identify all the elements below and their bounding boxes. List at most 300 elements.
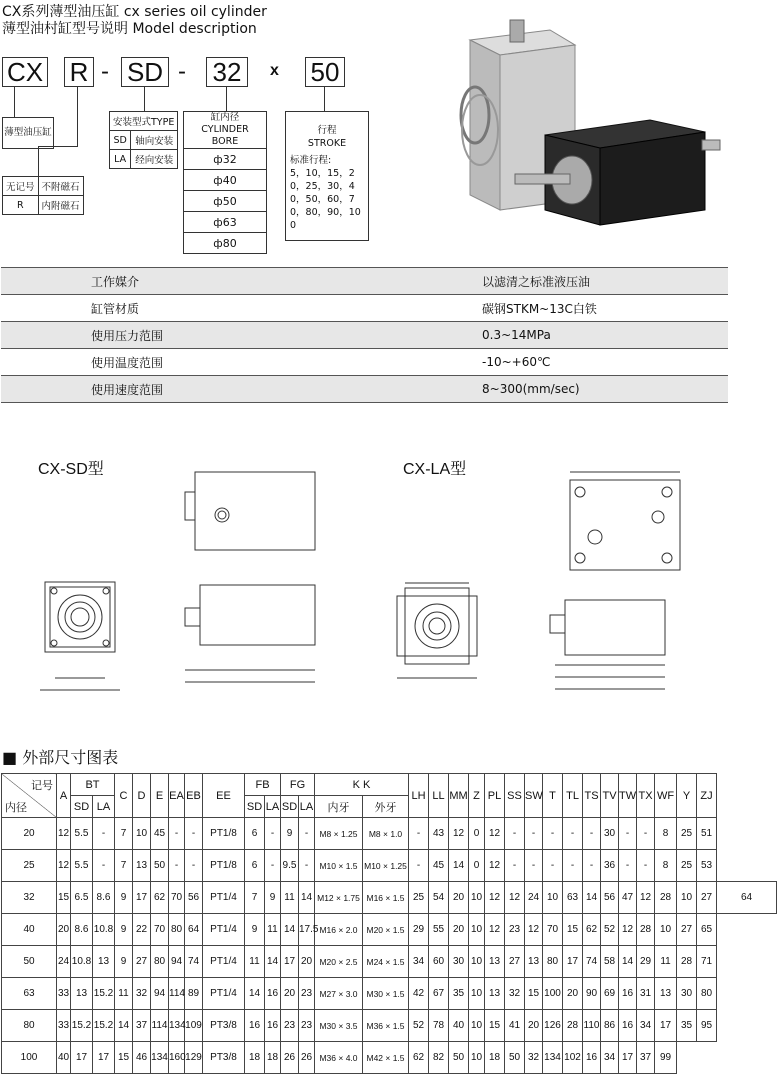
table-cell: - bbox=[563, 850, 583, 882]
table-row bbox=[2, 1010, 777, 1042]
table-cell: 22 bbox=[133, 914, 151, 946]
table-cell: 45 bbox=[151, 818, 169, 850]
table-cell: 12 bbox=[485, 818, 505, 850]
mount-header: 安装型式TYPE bbox=[110, 112, 178, 131]
header-cell: TL bbox=[563, 774, 583, 818]
table-cell: M16 × 2.0 bbox=[315, 914, 363, 946]
header-id-top: 记号 bbox=[31, 779, 53, 792]
cylinder-black bbox=[515, 120, 720, 225]
subheader-cell: LA bbox=[93, 796, 115, 818]
table-cell: 5.5 bbox=[71, 818, 93, 850]
table-cell: 20 bbox=[525, 1010, 543, 1042]
spec-value: 0.3~14MPa bbox=[342, 322, 728, 349]
table-cell: 46 bbox=[133, 1042, 151, 1074]
table-cell: PT1/4 bbox=[203, 946, 245, 978]
table-cell: M8 × 1.0 bbox=[363, 818, 409, 850]
table-cell: - bbox=[619, 850, 637, 882]
table-cell: 17 bbox=[563, 946, 583, 978]
table-row bbox=[2, 882, 777, 914]
table-cell: 50 bbox=[151, 850, 169, 882]
table-cell: 17 bbox=[619, 1042, 637, 1074]
spec-value: 以滤清之标准液压油 bbox=[342, 268, 728, 295]
mount-code: LA bbox=[110, 150, 131, 169]
table-cell: 9.5 bbox=[281, 850, 299, 882]
header-cell: MM bbox=[449, 774, 469, 818]
spec-row bbox=[1, 322, 728, 349]
table-cell: 52 bbox=[409, 1010, 429, 1042]
header-cell: TS bbox=[583, 774, 601, 818]
header-cell: E bbox=[151, 774, 169, 818]
table-cell: 100 bbox=[2, 1042, 57, 1074]
table-cell: 10 bbox=[469, 914, 485, 946]
table-cell: 10 bbox=[543, 882, 563, 914]
header-cell: Y bbox=[677, 774, 697, 818]
drawing-title-la: CX-LA型 bbox=[403, 461, 467, 478]
table-cell: 24 bbox=[57, 946, 71, 978]
table-cell: 41 bbox=[505, 1010, 525, 1042]
table-cell: 12 bbox=[637, 882, 655, 914]
header-cell: T bbox=[543, 774, 563, 818]
bore-header-cn: 缸内径 bbox=[210, 112, 240, 123]
bore-value: ф40 bbox=[184, 170, 267, 191]
table-cell: 90 bbox=[583, 978, 601, 1010]
table-cell: 9 bbox=[265, 882, 281, 914]
table-cell: 56 bbox=[185, 882, 203, 914]
table-cell: 6 bbox=[245, 850, 265, 882]
table-cell: 17 bbox=[655, 1010, 677, 1042]
table-cell: M10 × 1.5 bbox=[315, 850, 363, 882]
subheader-cell: LA bbox=[265, 796, 281, 818]
table-cell: 10 bbox=[469, 882, 485, 914]
table-cell: - bbox=[265, 818, 281, 850]
magnet-code: 无记号 bbox=[3, 177, 39, 196]
subheader-cell: LA bbox=[299, 796, 315, 818]
header-cell: Z bbox=[469, 774, 485, 818]
mount-table bbox=[109, 111, 178, 169]
table-cell: 114 bbox=[169, 978, 185, 1010]
spec-key: 使用温度范围 bbox=[1, 349, 342, 376]
magnet-desc: 不附磁石 bbox=[38, 177, 83, 196]
table-cell: - bbox=[583, 850, 601, 882]
table-cell: 51 bbox=[697, 818, 717, 850]
table-cell: 134 bbox=[151, 1042, 169, 1074]
table-cell: 12 bbox=[485, 882, 505, 914]
table-cell: 27 bbox=[677, 914, 697, 946]
table-cell: 42 bbox=[409, 978, 429, 1010]
table-cell: 16 bbox=[583, 1042, 601, 1074]
header-cell: TV bbox=[601, 774, 619, 818]
spec-key: 使用速度范围 bbox=[1, 376, 342, 403]
table-cell: 12 bbox=[57, 818, 71, 850]
spec-value: -10~+60℃ bbox=[342, 349, 728, 376]
table-cell: 13 bbox=[655, 978, 677, 1010]
table-cell: 28 bbox=[637, 914, 655, 946]
table-cell: 12 bbox=[485, 914, 505, 946]
stroke-header-cn: 行程 bbox=[317, 125, 337, 136]
table-cell: 10.8 bbox=[93, 914, 115, 946]
table-cell: 32 bbox=[525, 1042, 543, 1074]
table-cell: 7 bbox=[245, 882, 265, 914]
dimension-table bbox=[1, 773, 777, 1074]
table-cell: 35 bbox=[449, 978, 469, 1010]
header-cell: SW bbox=[525, 774, 543, 818]
table-cell: 134 bbox=[169, 1010, 185, 1042]
header-cell: ZJ bbox=[697, 774, 717, 818]
table-cell: 129 bbox=[185, 1042, 203, 1074]
table-cell: 80 bbox=[697, 978, 717, 1010]
table-cell: PT1/8 bbox=[203, 818, 245, 850]
spec-row bbox=[1, 349, 728, 376]
table-cell: 13 bbox=[485, 946, 505, 978]
table-cell: 9 bbox=[115, 914, 133, 946]
table-cell: PT1/8 bbox=[203, 850, 245, 882]
table-cell: 14 bbox=[583, 882, 601, 914]
table-cell: - bbox=[299, 850, 315, 882]
table-cell: M36 × 1.5 bbox=[363, 1010, 409, 1042]
table-cell: 0 bbox=[469, 850, 485, 882]
header-cell: EA bbox=[169, 774, 185, 818]
subheader-cell: SD bbox=[245, 796, 265, 818]
table-cell: 80 bbox=[2, 1010, 57, 1042]
table-cell: 16 bbox=[265, 1010, 281, 1042]
table-cell: - bbox=[93, 818, 115, 850]
table-cell: 110 bbox=[583, 1010, 601, 1042]
spec-value: 8~300(mm/sec) bbox=[342, 376, 728, 403]
table-cell: 62 bbox=[583, 914, 601, 946]
table-cell: 9 bbox=[115, 946, 133, 978]
table-cell: 23 bbox=[299, 978, 315, 1010]
table-cell: 11 bbox=[265, 914, 281, 946]
table-cell: 8 bbox=[655, 818, 677, 850]
table-cell: 5.5 bbox=[71, 850, 93, 882]
table-cell: - bbox=[619, 818, 637, 850]
table-cell: 11 bbox=[245, 946, 265, 978]
header-cell: EB bbox=[185, 774, 203, 818]
table-cell: 33 bbox=[57, 978, 71, 1010]
table-cell: 114 bbox=[151, 1010, 169, 1042]
technical-drawings bbox=[0, 460, 780, 700]
table-cell: 14 bbox=[265, 946, 281, 978]
table-cell: 7 bbox=[115, 818, 133, 850]
bore-value: ф32 bbox=[184, 149, 267, 170]
table-row bbox=[2, 978, 777, 1010]
table-cell: 14 bbox=[619, 946, 637, 978]
table-cell: 37 bbox=[637, 1042, 655, 1074]
table-cell: 12 bbox=[485, 850, 505, 882]
stroke-box bbox=[285, 111, 369, 241]
table-cell: 40 bbox=[57, 1042, 71, 1074]
table-cell: M24 × 1.5 bbox=[363, 946, 409, 978]
table-cell: - bbox=[637, 850, 655, 882]
spec-key: 工作媒介 bbox=[1, 268, 342, 295]
table-cell: 50 bbox=[2, 946, 57, 978]
table-cell: 74 bbox=[583, 946, 601, 978]
table-cell: 15.2 bbox=[93, 1010, 115, 1042]
table-cell: 23 bbox=[281, 1010, 299, 1042]
table-row bbox=[2, 818, 777, 850]
table-cell: 10 bbox=[469, 1042, 485, 1074]
table-cell: 16 bbox=[619, 1010, 637, 1042]
header-cell: D bbox=[133, 774, 151, 818]
table-cell: 12 bbox=[525, 914, 543, 946]
table-cell: 6 bbox=[245, 818, 265, 850]
table-cell: 94 bbox=[151, 978, 169, 1010]
table-cell: 54 bbox=[429, 882, 449, 914]
table-cell: 99 bbox=[655, 1042, 677, 1074]
table-cell: - bbox=[185, 850, 203, 882]
table-cell: 62 bbox=[409, 1042, 429, 1074]
bore-value: ф80 bbox=[184, 233, 267, 254]
table-cell: 20 bbox=[449, 914, 469, 946]
table-cell: 23 bbox=[299, 1010, 315, 1042]
table-cell: 40 bbox=[2, 914, 57, 946]
table-cell: - bbox=[265, 850, 281, 882]
table-cell: 17 bbox=[93, 1042, 115, 1074]
header-cell-id bbox=[2, 774, 57, 818]
table-cell: 15 bbox=[563, 914, 583, 946]
bore-value: ф50 bbox=[184, 191, 267, 212]
table-cell: 55 bbox=[429, 914, 449, 946]
table-cell: M30 × 3.5 bbox=[315, 1010, 363, 1042]
spec-row bbox=[1, 268, 728, 295]
table-cell: 28 bbox=[563, 1010, 583, 1042]
table-cell: 86 bbox=[601, 1010, 619, 1042]
header-cell: WF bbox=[655, 774, 677, 818]
model-box-stroke: 50 bbox=[305, 57, 345, 87]
spec-value: 碳钢STKM~13C白铁 bbox=[342, 295, 728, 322]
table-cell: 15 bbox=[485, 1010, 505, 1042]
table-cell: M36 × 4.0 bbox=[315, 1042, 363, 1074]
model-dash-2: - bbox=[178, 58, 186, 85]
table-cell: 80 bbox=[151, 946, 169, 978]
table-cell: 27 bbox=[133, 946, 151, 978]
table-cell: - bbox=[543, 850, 563, 882]
table-cell: 20 bbox=[281, 978, 299, 1010]
table-cell: 14 bbox=[281, 914, 299, 946]
table-cell: 10.8 bbox=[71, 946, 93, 978]
magnet-table bbox=[2, 176, 84, 215]
table-cell: M20 × 1.5 bbox=[363, 914, 409, 946]
table-cell: 20 bbox=[299, 946, 315, 978]
table-cell: 16 bbox=[265, 978, 281, 1010]
table-cell: 25 bbox=[677, 850, 697, 882]
table-cell: - bbox=[185, 818, 203, 850]
table-cell: 69 bbox=[601, 978, 619, 1010]
table-cell: 82 bbox=[429, 1042, 449, 1074]
table-cell: - bbox=[583, 818, 601, 850]
model-dash-1: - bbox=[101, 58, 109, 85]
table-cell: PT3/8 bbox=[203, 1010, 245, 1042]
table-cell: 30 bbox=[449, 946, 469, 978]
table-cell: 71 bbox=[697, 946, 717, 978]
model-box-r: R bbox=[64, 57, 94, 87]
table-cell: 34 bbox=[601, 1042, 619, 1074]
header-cell: K K bbox=[315, 774, 409, 796]
table-cell: 27 bbox=[505, 946, 525, 978]
table-cell: 80 bbox=[169, 914, 185, 946]
table-cell: 134 bbox=[543, 1042, 563, 1074]
table-cell: 37 bbox=[133, 1010, 151, 1042]
table-cell: - bbox=[93, 850, 115, 882]
table-cell: 14 bbox=[299, 882, 315, 914]
table-cell: 18 bbox=[485, 1042, 505, 1074]
table-cell: 9 bbox=[281, 818, 299, 850]
table-cell: 50 bbox=[449, 1042, 469, 1074]
type-label: 薄型油压缸 bbox=[2, 117, 54, 149]
table-cell: 8 bbox=[655, 850, 677, 882]
table-cell: 102 bbox=[563, 1042, 583, 1074]
table-cell: 10 bbox=[133, 818, 151, 850]
table-cell: 11 bbox=[115, 978, 133, 1010]
table-cell: 13 bbox=[525, 946, 543, 978]
table-cell: - bbox=[169, 818, 185, 850]
table-cell: 56 bbox=[601, 882, 619, 914]
subheader-cell: SD bbox=[281, 796, 299, 818]
table-cell: 11 bbox=[281, 882, 299, 914]
table-cell: 100 bbox=[543, 978, 563, 1010]
table-cell: 10 bbox=[469, 978, 485, 1010]
mount-desc: 轴向安装 bbox=[131, 131, 178, 150]
product-photo bbox=[440, 0, 750, 230]
section-title: ■ 外部尺寸图表 bbox=[2, 748, 119, 767]
header-cell: A bbox=[57, 774, 71, 818]
header-cell: EE bbox=[203, 774, 245, 818]
table-cell: 28 bbox=[655, 882, 677, 914]
table-cell: 10 bbox=[469, 946, 485, 978]
table-cell: 60 bbox=[429, 946, 449, 978]
table-cell: 14 bbox=[245, 978, 265, 1010]
table-cell: 15 bbox=[57, 882, 71, 914]
table-cell: 52 bbox=[601, 914, 619, 946]
table-cell: 26 bbox=[281, 1042, 299, 1074]
bore-value: ф63 bbox=[184, 212, 267, 233]
header-cell: LH bbox=[409, 774, 429, 818]
header-cell: C bbox=[115, 774, 133, 818]
header-cell: BT bbox=[71, 774, 115, 796]
table-cell: 13 bbox=[485, 978, 505, 1010]
table-cell: 15.2 bbox=[93, 978, 115, 1010]
table-cell: M42 × 1.5 bbox=[363, 1042, 409, 1074]
table-cell: 27 bbox=[697, 882, 717, 914]
table-cell: 24 bbox=[525, 882, 543, 914]
table-cell: 45 bbox=[429, 850, 449, 882]
table-cell: 70 bbox=[543, 914, 563, 946]
table-cell: 40 bbox=[449, 1010, 469, 1042]
table-cell: 16 bbox=[245, 1010, 265, 1042]
table-cell: - bbox=[169, 850, 185, 882]
stroke-header-en: STROKE bbox=[307, 138, 347, 149]
model-box-sd: SD bbox=[121, 57, 169, 87]
table-cell: - bbox=[525, 818, 543, 850]
table-cell: 15 bbox=[115, 1042, 133, 1074]
drawing-title-sd: CX-SD型 bbox=[38, 461, 104, 478]
table-cell: - bbox=[525, 850, 543, 882]
table-cell: 11 bbox=[655, 946, 677, 978]
table-cell: 160 bbox=[169, 1042, 185, 1074]
table-cell: PT1/4 bbox=[203, 978, 245, 1010]
table-cell: 64 bbox=[717, 882, 777, 914]
table-cell: 32 bbox=[505, 978, 525, 1010]
table-cell: 18 bbox=[245, 1042, 265, 1074]
header-cell: FB bbox=[245, 774, 281, 796]
mount-desc: 经向安装 bbox=[131, 150, 178, 169]
table-cell: - bbox=[505, 850, 525, 882]
table-row bbox=[2, 850, 777, 882]
table-cell: 80 bbox=[543, 946, 563, 978]
table-cell: 8.6 bbox=[71, 914, 93, 946]
title-line-1: CX系列薄型油压缸 cx series oil cylinder bbox=[2, 4, 267, 20]
table-cell: 29 bbox=[637, 946, 655, 978]
table-cell: 74 bbox=[185, 946, 203, 978]
model-box-cx: CX bbox=[2, 57, 48, 87]
table-cell: - bbox=[409, 818, 429, 850]
table-cell: 70 bbox=[151, 914, 169, 946]
bore-table bbox=[183, 111, 267, 254]
table-cell: - bbox=[563, 818, 583, 850]
table-row bbox=[2, 946, 777, 978]
header-cell: FG bbox=[281, 774, 315, 796]
spec-key: 缸管材质 bbox=[1, 295, 342, 322]
table-cell: 31 bbox=[637, 978, 655, 1010]
header-cell: SS bbox=[505, 774, 525, 818]
table-cell: - bbox=[637, 818, 655, 850]
table-cell: 29 bbox=[409, 914, 429, 946]
table-cell: 16 bbox=[619, 978, 637, 1010]
table-cell: 58 bbox=[601, 946, 619, 978]
header-cell: TX bbox=[637, 774, 655, 818]
table-cell: - bbox=[505, 818, 525, 850]
table-cell: 70 bbox=[169, 882, 185, 914]
table-cell: M20 × 2.5 bbox=[315, 946, 363, 978]
table-cell: 34 bbox=[409, 946, 429, 978]
magnet-desc: 内附磁石 bbox=[38, 196, 83, 215]
table-cell: M12 × 1.75 bbox=[315, 882, 363, 914]
table-cell: 18 bbox=[265, 1042, 281, 1074]
table-cell: PT1/4 bbox=[203, 914, 245, 946]
table-cell: 25 bbox=[677, 818, 697, 850]
table-cell: 50 bbox=[505, 1042, 525, 1074]
table-cell: 12 bbox=[449, 818, 469, 850]
table-cell: 30 bbox=[601, 818, 619, 850]
table-cell: - bbox=[299, 818, 315, 850]
header-cell: PL bbox=[485, 774, 505, 818]
subheader-cell: 外牙 bbox=[363, 796, 409, 818]
table-cell: 10 bbox=[677, 882, 697, 914]
table-cell: M27 × 3.0 bbox=[315, 978, 363, 1010]
table-cell: 10 bbox=[469, 1010, 485, 1042]
table-cell: 14 bbox=[115, 1010, 133, 1042]
table-cell: 89 bbox=[185, 978, 203, 1010]
table-cell: 10 bbox=[655, 914, 677, 946]
magnet-code: R bbox=[3, 196, 39, 215]
table-cell: M16 × 1.5 bbox=[363, 882, 409, 914]
table-cell: 17.5 bbox=[299, 914, 315, 946]
table-cell: PT3/8 bbox=[203, 1042, 245, 1074]
table-cell: 30 bbox=[677, 978, 697, 1010]
table-cell: 53 bbox=[697, 850, 717, 882]
table-cell: 126 bbox=[543, 1010, 563, 1042]
table-cell: 26 bbox=[299, 1042, 315, 1074]
table-cell: 17 bbox=[71, 1042, 93, 1074]
header-cell: TW bbox=[619, 774, 637, 818]
table-cell: 13 bbox=[71, 978, 93, 1010]
table-cell: 78 bbox=[429, 1010, 449, 1042]
table-row bbox=[2, 1042, 777, 1074]
table-cell: M30 × 1.5 bbox=[363, 978, 409, 1010]
table-cell: 25 bbox=[2, 850, 57, 882]
table-cell: 67 bbox=[429, 978, 449, 1010]
table-cell: 63 bbox=[563, 882, 583, 914]
